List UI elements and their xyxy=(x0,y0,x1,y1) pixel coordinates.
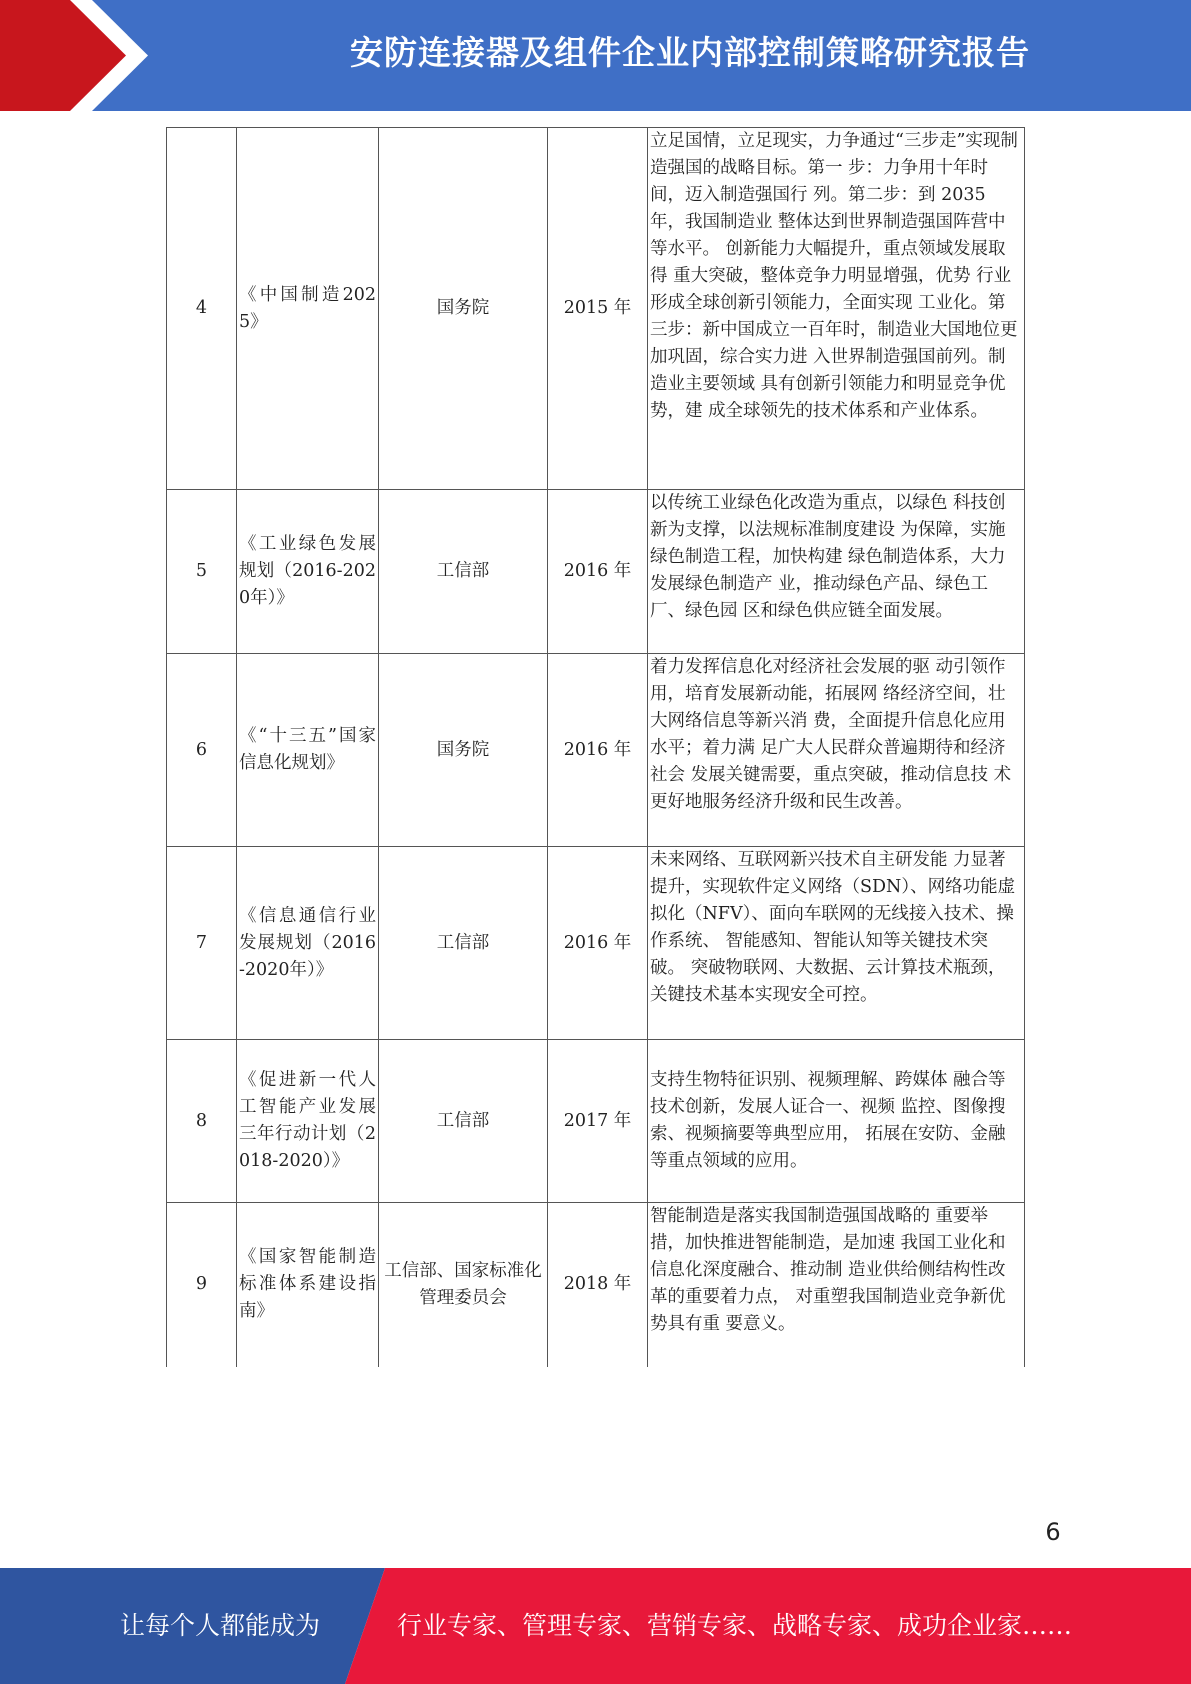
issuing-authority: 工信部 xyxy=(379,1040,548,1203)
page-number: 6 xyxy=(1045,1518,1061,1546)
issuing-authority: 国务院 xyxy=(379,654,548,847)
issuing-authority: 工信部 xyxy=(379,490,548,654)
table-row xyxy=(167,1203,1025,1367)
policy-name: 《信息通信行业发展规划（2016-2020年）》 xyxy=(237,847,379,1040)
issue-year: 2015 年 xyxy=(548,128,648,490)
row-number: 6 xyxy=(167,654,237,847)
page-footer xyxy=(0,1568,1191,1684)
row-number: 9 xyxy=(167,1203,237,1367)
policy-name: 《工业绿色发展规划（2016-2020年）》 xyxy=(237,490,379,654)
row-number: 8 xyxy=(167,1040,237,1203)
row-number: 5 xyxy=(167,490,237,654)
footer-slogan-right: 行业专家、管理专家、营销专家、战略专家、成功企业家…… xyxy=(397,1611,1073,1640)
table-row xyxy=(167,654,1025,847)
policy-description: 立足国情，立足现实，力争通过“三步走”实现制造强国的战略目标。第一 步：力争用十年时间，迈入制造强国行 列。第二步：到 2035 年，我国制造业 整体达到世界制造强国阵营中等水平。 创新能力大幅提升，重点领域发展取得 重大突破，整体竞争力明显增强，优势 行业形成全球创新引领能力，全面实现 工业化。第三步：新中国成立一百年时，制造业大国地位更加巩固，综合实力进 入世界制造强国前列。制造业主要领域 具有创新引领能力和明显竞争优势，建 成全球领先的技术体系和产业体系。 xyxy=(648,128,1025,490)
issuing-authority: 工信部、国家标准化管理委员会 xyxy=(379,1203,548,1367)
policy-name: 《中国制造2025》 xyxy=(237,128,379,490)
policy-table xyxy=(166,127,1025,1367)
policy-description: 以传统工业绿色化改造为重点，以绿色 科技创新为支撑，以法规标准制度建设 为保障，实施绿色制造工程，加快构建 绿色制造体系，大力发展绿色制造产 业，推动绿色产品、绿色工厂、绿色园 区和绿色供应链全面发展。 xyxy=(648,490,1025,654)
policy-description: 智能制造是落实我国制造强国战略的 重要举措，加快推进智能制造，是加速 我国工业化和信息化深度融合、推动制 造业供给侧结构性改革的重要着力点， 对重塑我国制造业竞争新优势具有重 要意义。 xyxy=(648,1203,1025,1367)
issue-year: 2016 年 xyxy=(548,490,648,654)
table-row xyxy=(167,847,1025,1040)
table-row xyxy=(167,490,1025,654)
issue-year: 2016 年 xyxy=(548,654,648,847)
policy-description: 着力发挥信息化对经济社会发展的驱 动引领作用，培育发展新动能，拓展网 络经济空间，壮大网络信息等新兴消 费，全面提升信息化应用水平；着力满 足广大人民群众普遍期待和经济社会 发展关键需要，重点突破，推动信息技 术更好地服务经济升级和民生改善。 xyxy=(648,654,1025,847)
policy-description: 支持生物特征识别、视频理解、跨媒体 融合等技术创新，发展人证合一、视频 监控、图像搜索、视频摘要等典型应用， 拓展在安防、金融等重点领域的应用。 xyxy=(648,1040,1025,1203)
row-number: 4 xyxy=(167,128,237,490)
policy-name: 《“十三五”国家信息化规划》 xyxy=(237,654,379,847)
issuing-authority: 工信部 xyxy=(379,847,548,1040)
table-row xyxy=(167,1040,1025,1203)
footer-slogan-left: 让每个人都能成为 xyxy=(120,1611,321,1640)
row-number: 7 xyxy=(167,847,237,1040)
policy-description: 未来网络、互联网新兴技术自主研发能 力显著提升，实现软件定义网络（SDN）、网络功能虚拟化（NFV）、面向车联网的无线接入技术、操作系统、 智能感知、智能认知等关键技术突破。 突破物联网、大数据、云计算技术瓶颈， 关键技术基本实现安全可控。 xyxy=(648,847,1025,1040)
issue-year: 2016 年 xyxy=(548,847,648,1040)
issuing-authority: 国务院 xyxy=(379,128,548,490)
page-header xyxy=(0,0,1191,111)
issue-year: 2017 年 xyxy=(548,1040,648,1203)
issue-year: 2018 年 xyxy=(548,1203,648,1367)
report-title: 安防连接器及组件企业内部控制策略研究报告 xyxy=(350,33,1030,72)
table-row xyxy=(167,128,1025,490)
header-chevron-icon xyxy=(0,0,160,111)
policy-name: 《国家智能制造标准体系建设指南》 xyxy=(237,1203,379,1367)
policy-name: 《促进新一代人工智能产业发展三年行动计划（2018-2020）》 xyxy=(237,1040,379,1203)
